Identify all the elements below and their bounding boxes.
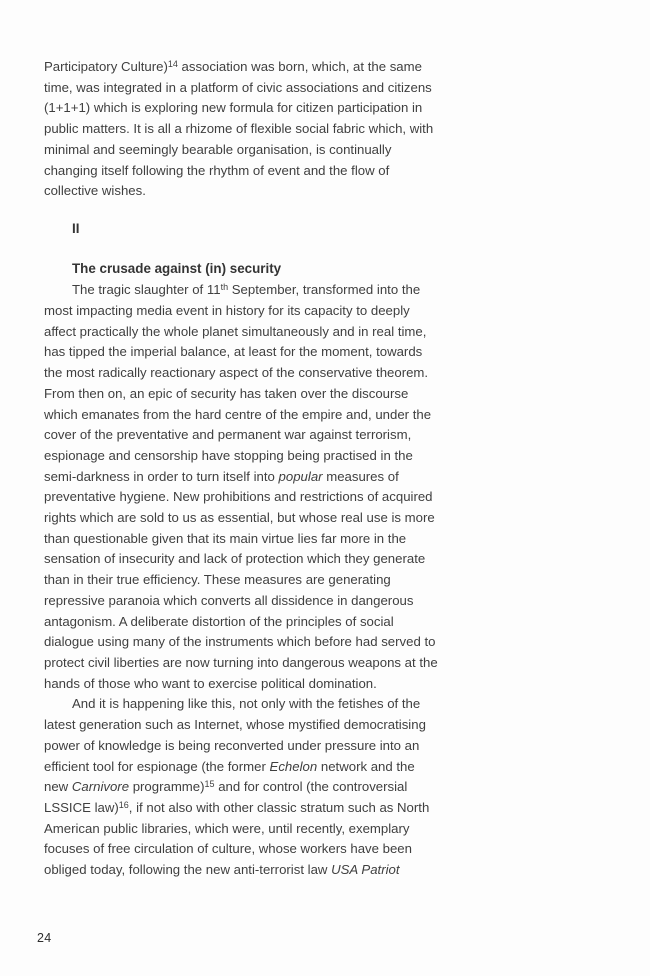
emphasis: USA Patriot [331, 862, 400, 878]
footnote-ref-14: 14 [167, 58, 178, 69]
text-segment: And it is happening like this, not only with the fetishes of the latest generation such as Internet, whose mystified democratising power of knowledge is being reconverted under pressure into an efficient tool for espionage (the former [44, 696, 426, 774]
emphasis: Echelon [269, 758, 318, 774]
text-column [44, 57, 442, 881]
emphasis: popular [278, 468, 323, 484]
ordinal-suffix: th [220, 282, 229, 293]
security-paragraph [44, 280, 442, 694]
page-number: 24 [37, 931, 52, 945]
emphasis: Carnivore [71, 779, 130, 795]
libraries-paragraph [44, 694, 442, 880]
text-segment: The tragic slaughter of 11 [72, 282, 221, 298]
text-segment: measures of preventative hygiene. New prohibitions and restrictions of acquired rights which are sold to us as essential, but whose real use is more than questionable given that its main virtue lies far more in the sensation of insecurity and lack of protection which they generate than in their true efficiency. These measures are generating repressive paranoia which converts all dissidence in dangerous antagonism. A deliberate distortion of the principles of social dialogue using many of the instruments which before had served to protect civil liberties are now turning into dangerous weapons at the hands of those who want to exercise political domination. [44, 468, 438, 691]
footnote-ref-15: 15 [204, 779, 215, 790]
text-segment: September, transformed into the most impacting media event in history for its capacity to deeply affect practically the whole planet simultaneously and in real time, has tipped the imperial balance, at least for the moment, towards the most radically reactionary aspect of the conservative theorem. From then on, an epic of security has taken over the discourse which emanates from the hard centre of the empire and, under the cover of the preventative and permanent war against terrorism, espionage and censorship have stopping being practised in the semi-darkness in order to turn itself into [44, 282, 432, 484]
text-segment: association was born, which, at the same time, was integrated in a platform of civic associations and citizens (1+1+1) which is exploring new formula for citizen participation in public matters. It is all a rhizome of flexible social fabric which, with minimal and seemingly bearable organisation, is continually changing itself following the rhythm of event and the flow of collective wishes. [44, 59, 434, 199]
section-number-heading: II [72, 220, 80, 236]
text-segment: network and the new [44, 758, 415, 795]
section-title-heading: The crusade against (in) security [72, 260, 282, 276]
text-segment: Participatory Culture) [44, 59, 168, 74]
opening-paragraph [44, 57, 442, 202]
text-segment: and for control (the controversial LSSICE law) [44, 779, 408, 815]
text-segment: , if not also with other classic stratum such as North American public libraries, which were, until recently, exemplary focuses of free circulation of culture, whose workers have been obliged today, following the new anti-terrorist law [44, 799, 430, 878]
text-segment: programme) [129, 779, 205, 795]
footnote-ref-16: 16 [118, 799, 129, 810]
